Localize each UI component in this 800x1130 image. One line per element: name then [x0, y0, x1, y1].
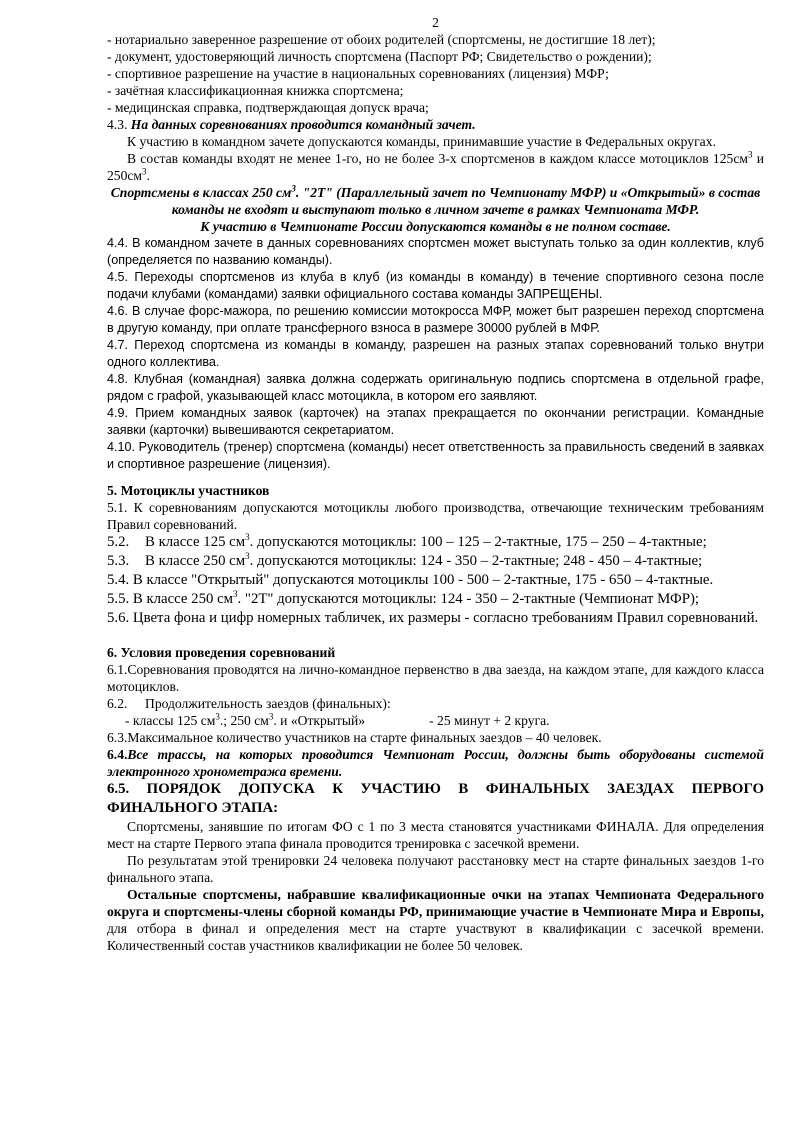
section-6-title: 6. Условия проведения соревнований: [107, 645, 336, 660]
list-item: - нотариально заверенное разрешение от обоих родителей (спортсмены, не достигшие 18 лет);: [107, 32, 656, 47]
paragraph-6-4: 6.4.Все трассы, на которых проводится Чемпионат России, должны быть оборудованы системой электронного хронометража времени.: [107, 747, 764, 779]
list-item: - медицинская справка, подтверждающая допуск врача;: [107, 100, 429, 115]
paragraph-6-2: 6.2. Продолжительность заездов (финальных):: [107, 696, 391, 711]
document-page: [107, 14, 764, 954]
paragraph-6-5-a: Спортсмены, занявшие по итогам ФО с 1 по 3 места становятся участниками ФИНАЛА. Для определения мест на старте Первого этапа финала проводится тренировка с засечкой времени.: [107, 819, 764, 851]
list-item: - спортивное разрешение на участие в национальных соревнованиях (лицензия) МФР;: [107, 66, 609, 81]
documents-list: [107, 31, 764, 116]
paragraph-6-1: 6.1.Соревнования проводятся на лично-командное первенство в два заезда, на каждом этапе, для каждого класса мотоциклов.: [107, 662, 764, 694]
paragraph-6-5-b: По результатам этой тренировки 24 человека получают расстановку мест на старте финальных заездов 1-го финального этапа.: [107, 853, 764, 885]
paragraph-text: На данных соревнованиях проводится командный зачет.: [130, 117, 476, 132]
paragraph-4-8: 4.8. Клубная (командная) заявка должна содержать оригинальную подпись спортсмена в отдельной графе, рядом с графой, указывающей класс мотоцикла, в котором его заявляют.: [107, 372, 764, 403]
paragraph-4-7: 4.7. Переход спортсмена из команды в команду, разрешен на разных этапах соревнований только внутри одного коллектива.: [107, 338, 764, 369]
team-note-bold-2: К участию в Чемпионате России допускаются команды в не полном составе.: [200, 219, 671, 234]
paragraph-5-4: 5.4. В классе "Открытый" допускаются мотоциклы 100 - 500 – 2-тактные, 175 - 650 – 4-тактные.: [107, 572, 714, 588]
paragraph-5-5: 5.5. В классе 250 $см^3$. "2Т" допускаются мотоциклы: 124 - 350 – 2-тактные (Чемпионат МФР);: [107, 589, 699, 607]
paragraph-4-9: 4.9. Прием командных заявок (карточек) на этапах прекращается по окончании регистрации. Командные заявки (карточки) вывешиваются секретариатом.: [107, 406, 764, 437]
paragraph-6-5-c: Остальные спортсмены, набравшие квалификационные очки на этапах Чемпионата Федерального округа и спортсмены-члены сборной команды РФ, принимающие участие в Чемпионате Мира и Европы, для отбора в финал и определения мест на старте участвуют в квалификации с засечкой времени. Количественный состав участников квалификации не более 50 человек.: [107, 887, 764, 953]
paragraph-4-4: 4.4. В командном зачете в данных соревнованиях спортсмен может выступать только за один коллектив, клуб (определяется по названию команды).: [107, 236, 764, 267]
list-item: - документ, удостоверяющий личность спортсмена (Паспорт РФ; Свидетельство о рождении);: [107, 49, 652, 64]
paragraph-6-5-title: 6.5. ПОРЯДОК ДОПУСКА К УЧАСТИЮ В ФИНАЛЬНЫХ ЗАЕЗДАХ ПЕРВОГО ФИНАЛЬНОГО ЭТАПА:: [107, 781, 764, 816]
section-4-items: [107, 235, 764, 473]
paragraph-4-5: 4.5. Переходы спортсменов из клуба в клуб (из команды в команду) в течение спортивного сезона после подачи клубами (командами) заявки официального состава команды ЗАПРЕЩЕНЫ.: [107, 270, 764, 301]
list-item: - зачётная классификационная книжка спортсмена;: [107, 83, 404, 98]
paragraph-4-3: [107, 116, 764, 133]
paragraph-number: 4.3.: [107, 117, 128, 132]
paragraph-4-6: 4.6. В случае форс-мажора, по решению комиссии мотокросса МФР, может быт разрешен переход спортсмена в другую команду, при оплате трансферного взноса в размере 30000 рублей в МФР.: [107, 304, 764, 335]
paragraph-5-3: 5.3. В классе 250 $см^3$. допускаются мотоциклы: 124 - 350 – 2-тактные; 248 - 450 – 4-тактные;: [107, 551, 703, 569]
paragraph-6-3: 6.3.Максимальное количество участников на старте финальных заездов – 40 человек.: [107, 730, 602, 745]
paragraph-4-10: 4.10. Руководитель (тренер) спортсмена (команды) несет ответственность за правильность сведений в заявках и спортивное разрешение (лицензия).: [107, 440, 764, 471]
paragraph-5-2: 5.2. В классе 125 $см^3$. допускаются мотоциклы: 100 – 125 – 2-тактные, 175 – 250 – 4-тактные;: [107, 532, 707, 550]
page-number: 2: [432, 15, 439, 30]
duration-line: - классы 125 $см^3$.; 250 $см^3$. и «Открытый» - 25 минут + 2 круга.: [125, 711, 550, 728]
team-note-bold: Спортсмены в классах 250 $см^3$. "2Т" (Параллельный зачет по Чемпионату МФР) и «Открытый» в состав команды не входят и выступают только в личном зачете в рамках Чемпионата МФР.: [110, 183, 761, 217]
paragraph-5-6: 5.6. Цвета фона и цифр номерных табличек, их размеры - согласно требованиям Правил соревнований.: [107, 610, 759, 626]
section-5-title: 5. Мотоциклы участников: [107, 483, 270, 498]
paragraph-5-1: 5.1. К соревнованиям допускаются мотоциклы любого производства, отвечающие техническим требованиям Правил соревнований.: [107, 500, 764, 532]
team-admission-text: К участию в командном зачете допускаются команды, принимавшие участие в Федеральных округах.: [127, 134, 716, 149]
team-composition-text: В состав команды входят не менее 1-го, но не более 3-х спортсменов в каждом классе мотоциклов $125см^3$ и $250см^3$.: [107, 149, 764, 183]
